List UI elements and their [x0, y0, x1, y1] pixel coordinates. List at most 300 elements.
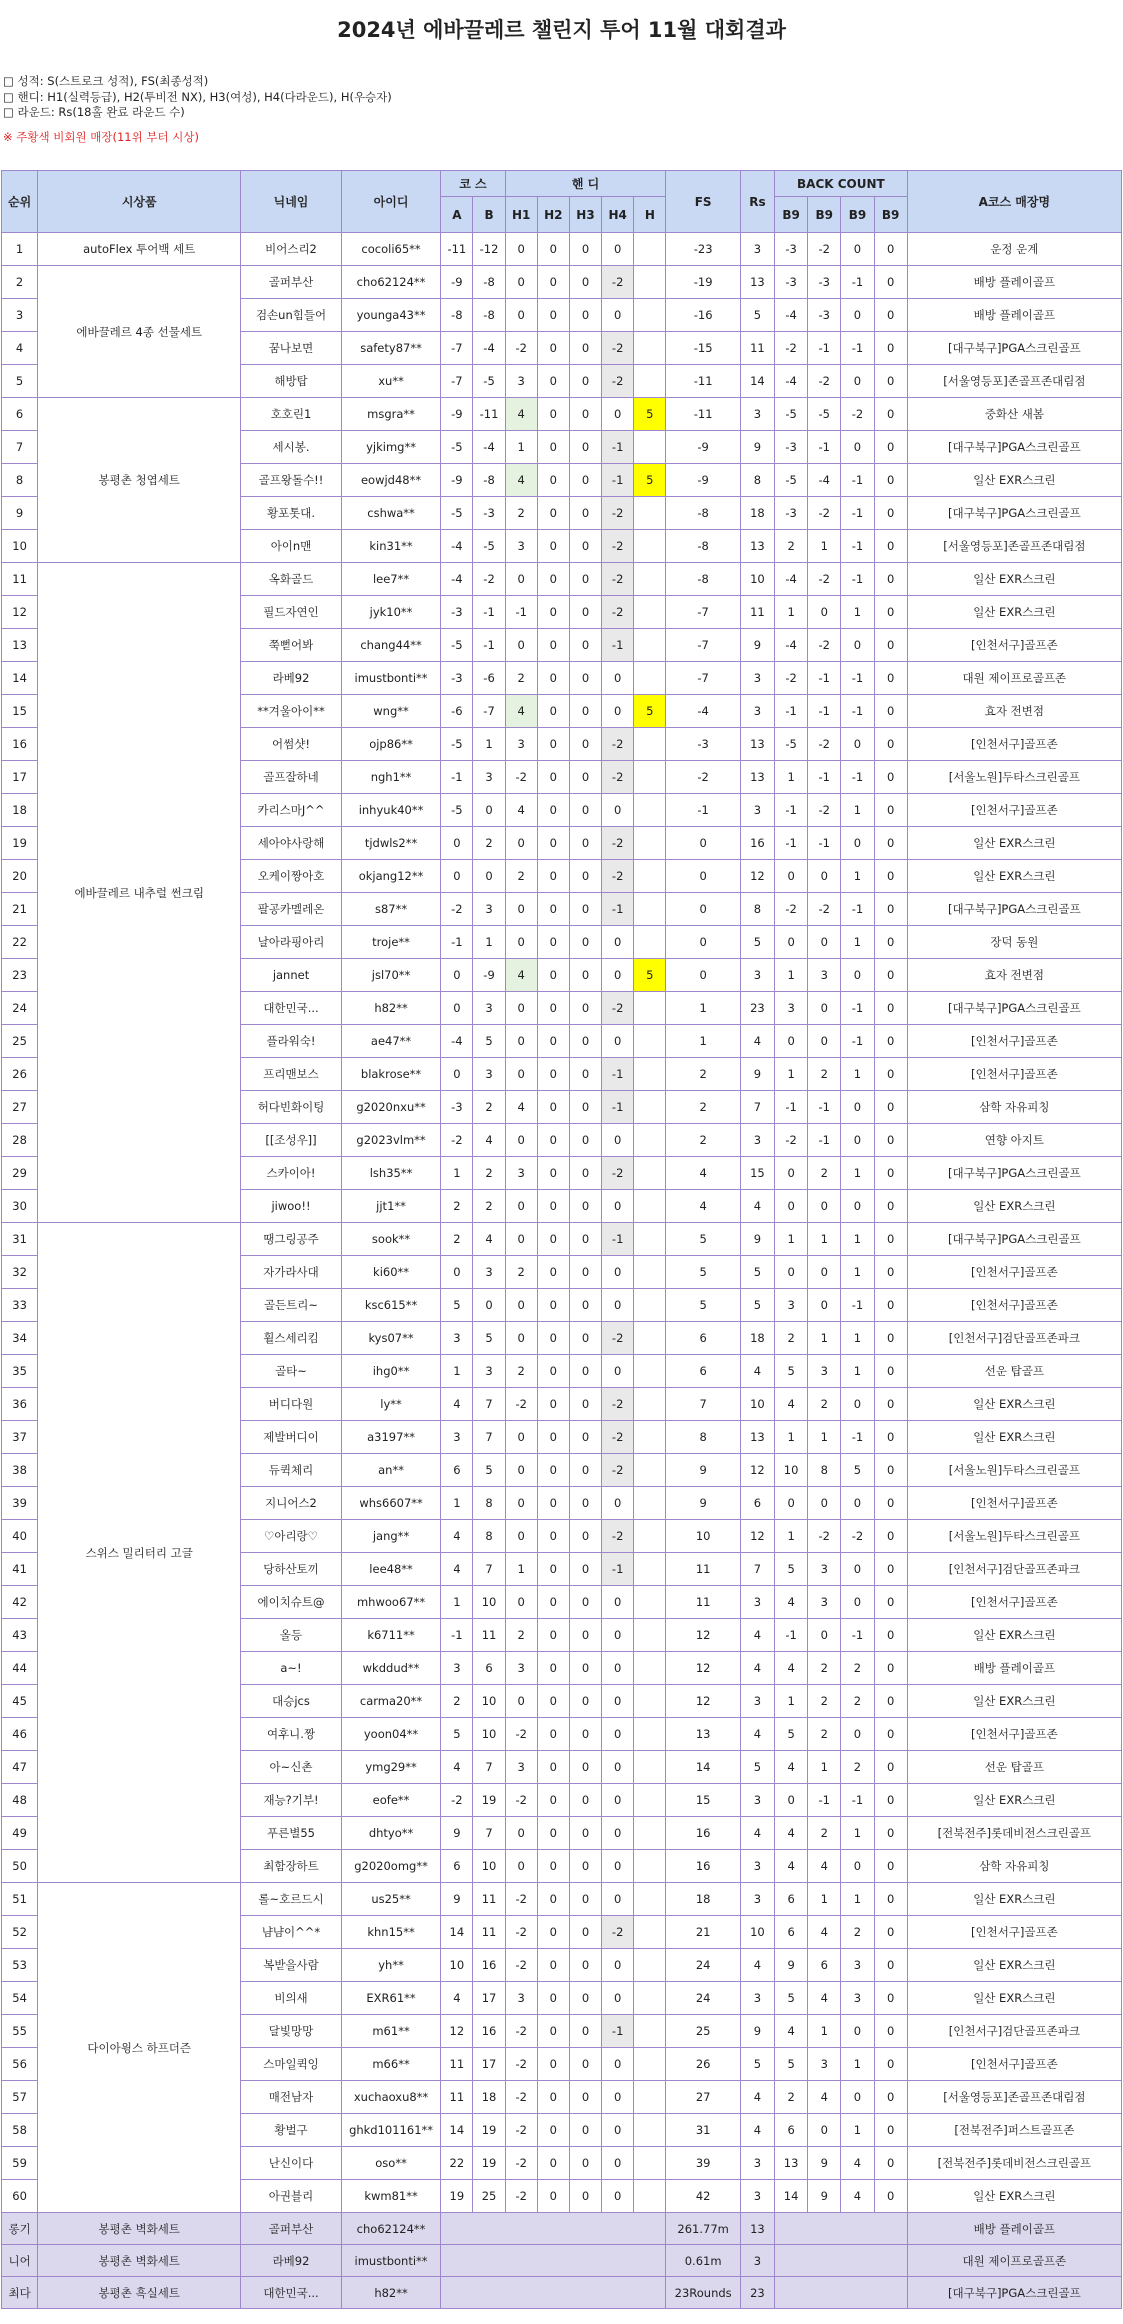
- cell-course-a: 0: [441, 959, 473, 992]
- cell-rank: 34: [2, 1322, 38, 1355]
- cell-id: kwm81**: [341, 2180, 441, 2213]
- header-back-count: BACK COUNT: [775, 171, 908, 197]
- cell-course-a: 14: [441, 2114, 473, 2147]
- cell-b9-3: 0: [841, 2015, 874, 2048]
- cell-course-b: -8: [473, 266, 505, 299]
- cell-h4: 0: [602, 1982, 634, 2015]
- cell-h4: -2: [602, 365, 634, 398]
- cell-h2: 0: [537, 233, 569, 266]
- award-empty: [441, 2213, 666, 2245]
- cell-course-b: 2: [473, 827, 505, 860]
- table-row: [2, 1223, 1122, 1256]
- cell-b9-4: 0: [874, 2081, 907, 2114]
- cell-h4: -2: [602, 1388, 634, 1421]
- cell-b9-1: -1: [775, 695, 808, 728]
- cell-fs: 26: [666, 2048, 740, 2081]
- cell-rs: 5: [740, 926, 774, 959]
- cell-h1: 2: [505, 1355, 537, 1388]
- cell-b9-2: -1: [808, 695, 841, 728]
- cell-nickname: 푸른별55: [241, 1817, 342, 1850]
- cell-b9-3: -1: [841, 1421, 874, 1454]
- cell-b9-3: 0: [841, 629, 874, 662]
- cell-h1: 0: [505, 1223, 537, 1256]
- cell-h3: 0: [569, 2180, 601, 2213]
- cell-rs: 9: [740, 629, 774, 662]
- cell-h: [634, 530, 666, 563]
- cell-h3: 0: [569, 992, 601, 1025]
- cell-prize: autoFlex 투어백 세트: [38, 233, 241, 266]
- cell-fs: -11: [666, 398, 740, 431]
- cell-b9-4: 0: [874, 1685, 907, 1718]
- cell-b9-1: 2: [775, 530, 808, 563]
- cell-nickname: 최함장하트: [241, 1850, 342, 1883]
- cell-h1: 3: [505, 1751, 537, 1784]
- cell-b9-1: 4: [775, 1751, 808, 1784]
- cell-course-a: 4: [441, 1553, 473, 1586]
- cell-b9-3: 0: [841, 1388, 874, 1421]
- cell-store: [대구북구]PGA스크린골프: [907, 497, 1121, 530]
- cell-rs: 18: [740, 497, 774, 530]
- cell-nickname: 옥화골드: [241, 563, 342, 596]
- cell-id: troje**: [341, 926, 441, 959]
- header-h3: H3: [569, 197, 601, 233]
- cell-rs: 18: [740, 1322, 774, 1355]
- cell-h3: 0: [569, 1223, 601, 1256]
- cell-store: [대구북구]PGA스크린골프: [907, 1157, 1121, 1190]
- cell-nickname: 해방탑: [241, 365, 342, 398]
- cell-h4: -2: [602, 860, 634, 893]
- cell-course-a: -1: [441, 761, 473, 794]
- cell-course-a: -6: [441, 695, 473, 728]
- cell-rs: 11: [740, 596, 774, 629]
- cell-b9-2: -2: [808, 794, 841, 827]
- cell-b9-3: -1: [841, 530, 874, 563]
- cell-h2: 0: [537, 1652, 569, 1685]
- cell-b9-1: -1: [775, 794, 808, 827]
- cell-fs: 1: [666, 992, 740, 1025]
- cell-h3: 0: [569, 1718, 601, 1751]
- cell-id: wng**: [341, 695, 441, 728]
- cell-id: inhyuk40**: [341, 794, 441, 827]
- cell-h: [634, 1718, 666, 1751]
- cell-h4: -2: [602, 728, 634, 761]
- cell-h3: 0: [569, 761, 601, 794]
- cell-h1: 0: [505, 926, 537, 959]
- cell-rank: 16: [2, 728, 38, 761]
- cell-h3: 0: [569, 695, 601, 728]
- cell-h2: 0: [537, 1421, 569, 1454]
- cell-b9-2: 2: [808, 1058, 841, 1091]
- results-body: [2, 233, 1122, 2309]
- cell-id: lsh35**: [341, 1157, 441, 1190]
- cell-h: [634, 1289, 666, 1322]
- cell-h3: 0: [569, 464, 601, 497]
- cell-h4: 0: [602, 1784, 634, 1817]
- cell-b9-1: 13: [775, 2147, 808, 2180]
- cell-nickname: 매전남자: [241, 2081, 342, 2114]
- cell-store: 일산 EXR스크린: [907, 1685, 1121, 1718]
- cell-fs: 0: [666, 959, 740, 992]
- cell-b9-3: 1: [841, 1256, 874, 1289]
- cell-h1: -2: [505, 1916, 537, 1949]
- cell-nickname: ♡아리랑♡: [241, 1520, 342, 1553]
- cell-rs: 3: [740, 1982, 774, 2015]
- cell-h: 5: [634, 398, 666, 431]
- cell-h: [634, 1421, 666, 1454]
- cell-course-a: -2: [441, 1784, 473, 1817]
- cell-rank: 51: [2, 1883, 38, 1916]
- cell-b9-1: 6: [775, 1916, 808, 1949]
- cell-b9-2: 3: [808, 1586, 841, 1619]
- cell-store: [인천서구]검단골프존파크: [907, 1322, 1121, 1355]
- cell-b9-3: 0: [841, 365, 874, 398]
- cell-course-b: 2: [473, 1190, 505, 1223]
- cell-nickname: 비의새: [241, 1982, 342, 2015]
- cell-id: ngh1**: [341, 761, 441, 794]
- cell-course-b: 5: [473, 1322, 505, 1355]
- cell-h2: 0: [537, 2147, 569, 2180]
- cell-h4: -2: [602, 1520, 634, 1553]
- cell-id: blakrose**: [341, 1058, 441, 1091]
- cell-fs: -8: [666, 530, 740, 563]
- cell-course-b: 10: [473, 1850, 505, 1883]
- cell-b9-2: 3: [808, 1355, 841, 1388]
- cell-b9-2: -1: [808, 332, 841, 365]
- cell-h3: 0: [569, 398, 601, 431]
- cell-h2: 0: [537, 497, 569, 530]
- cell-h1: 0: [505, 1850, 537, 1883]
- cell-nickname: 휠스세리킴: [241, 1322, 342, 1355]
- cell-h: [634, 1784, 666, 1817]
- cell-b9-3: 0: [841, 1586, 874, 1619]
- cell-nickname: 난신이다: [241, 2147, 342, 2180]
- cell-b9-4: 0: [874, 332, 907, 365]
- cell-nickname: 복받을사람: [241, 1949, 342, 1982]
- cell-b9-3: 2: [841, 1652, 874, 1685]
- cell-course-b: -11: [473, 398, 505, 431]
- award-rs: 3: [740, 2245, 774, 2277]
- cell-b9-2: -3: [808, 299, 841, 332]
- cell-h: [634, 2180, 666, 2213]
- cell-h1: 4: [505, 398, 537, 431]
- cell-h1: 3: [505, 728, 537, 761]
- cell-id: lee7**: [341, 563, 441, 596]
- cell-h: 5: [634, 959, 666, 992]
- cell-fs: 42: [666, 2180, 740, 2213]
- cell-rank: 12: [2, 596, 38, 629]
- cell-h3: 0: [569, 629, 601, 662]
- cell-b9-2: 3: [808, 1553, 841, 1586]
- cell-b9-2: 0: [808, 860, 841, 893]
- cell-rs: 4: [740, 1190, 774, 1223]
- cell-rank: 58: [2, 2114, 38, 2147]
- cell-h: [634, 662, 666, 695]
- cell-h: 5: [634, 695, 666, 728]
- cell-h3: 0: [569, 332, 601, 365]
- cell-id: ksc615**: [341, 1289, 441, 1322]
- cell-rs: 3: [740, 1586, 774, 1619]
- cell-h: [634, 431, 666, 464]
- cell-h2: 0: [537, 365, 569, 398]
- cell-nickname: 듀퀵체리: [241, 1454, 342, 1487]
- cell-course-a: 9: [441, 1883, 473, 1916]
- cell-b9-1: -2: [775, 662, 808, 695]
- cell-h: 5: [634, 464, 666, 497]
- cell-h2: 0: [537, 860, 569, 893]
- cell-store: 일산 EXR스크린: [907, 860, 1121, 893]
- cell-course-a: -4: [441, 1025, 473, 1058]
- cell-rank: 10: [2, 530, 38, 563]
- cell-nickname: 황포톳대.: [241, 497, 342, 530]
- cell-h: [634, 1058, 666, 1091]
- cell-rs: 10: [740, 1916, 774, 1949]
- cell-h2: 0: [537, 1355, 569, 1388]
- cell-h3: 0: [569, 365, 601, 398]
- cell-fs: 21: [666, 1916, 740, 1949]
- cell-course-a: 14: [441, 1916, 473, 1949]
- cell-b9-3: 4: [841, 2180, 874, 2213]
- cell-store: [전북전주]퍼스트골프존: [907, 2114, 1121, 2147]
- header-a: A: [441, 197, 473, 233]
- cell-h2: 0: [537, 728, 569, 761]
- award-rs: 13: [740, 2213, 774, 2245]
- cell-h4: -2: [602, 497, 634, 530]
- cell-h2: 0: [537, 1124, 569, 1157]
- cell-b9-3: 0: [841, 728, 874, 761]
- cell-course-a: 4: [441, 1982, 473, 2015]
- cell-fs: 12: [666, 1652, 740, 1685]
- cell-rank: 7: [2, 431, 38, 464]
- table-row: [2, 398, 1122, 431]
- cell-b9-3: -1: [841, 563, 874, 596]
- cell-b9-3: 1: [841, 2048, 874, 2081]
- cell-b9-2: 4: [808, 2081, 841, 2114]
- cell-h2: 0: [537, 299, 569, 332]
- cell-nickname: 어썸샷!: [241, 728, 342, 761]
- cell-course-a: 0: [441, 992, 473, 1025]
- cell-h1: 0: [505, 1421, 537, 1454]
- cell-b9-4: 0: [874, 761, 907, 794]
- cell-b9-1: 1: [775, 596, 808, 629]
- cell-course-b: 3: [473, 1256, 505, 1289]
- cell-course-a: 9: [441, 1817, 473, 1850]
- cell-b9-4: 0: [874, 893, 907, 926]
- cell-b9-3: 0: [841, 1190, 874, 1223]
- cell-course-a: 1: [441, 1355, 473, 1388]
- cell-h: [634, 2015, 666, 2048]
- cell-b9-1: 2: [775, 2081, 808, 2114]
- cell-fs: 31: [666, 2114, 740, 2147]
- cell-h1: 4: [505, 959, 537, 992]
- cell-store: 삼학 자유피칭: [907, 1850, 1121, 1883]
- cell-h2: 0: [537, 464, 569, 497]
- cell-store: 효자 전변점: [907, 959, 1121, 992]
- cell-course-b: 11: [473, 1916, 505, 1949]
- cell-b9-4: 0: [874, 1949, 907, 1982]
- cell-nickname: 달빛망망: [241, 2015, 342, 2048]
- cell-course-a: -4: [441, 530, 473, 563]
- cell-h4: 0: [602, 1949, 634, 1982]
- cell-h4: 0: [602, 1685, 634, 1718]
- cell-id: khn15**: [341, 1916, 441, 1949]
- cell-course-b: -4: [473, 431, 505, 464]
- header-rank: 순위: [2, 171, 38, 233]
- cell-b9-1: 0: [775, 1190, 808, 1223]
- cell-nickname: 날아라핑아리: [241, 926, 342, 959]
- cell-rs: 4: [740, 1652, 774, 1685]
- cell-id: ae47**: [341, 1025, 441, 1058]
- cell-h3: 0: [569, 1817, 601, 1850]
- cell-b9-3: 0: [841, 431, 874, 464]
- cell-h1: -2: [505, 761, 537, 794]
- cell-b9-1: -1: [775, 827, 808, 860]
- cell-fs: 27: [666, 2081, 740, 2114]
- cell-h: [634, 1322, 666, 1355]
- cell-b9-4: 0: [874, 695, 907, 728]
- cell-b9-1: -2: [775, 1124, 808, 1157]
- cell-h2: 0: [537, 893, 569, 926]
- cell-course-b: 6: [473, 1652, 505, 1685]
- cell-b9-2: 3: [808, 2048, 841, 2081]
- cell-b9-4: 0: [874, 1223, 907, 1256]
- cell-b9-4: 0: [874, 794, 907, 827]
- cell-course-b: 17: [473, 2048, 505, 2081]
- cell-store: [인천서구]골프존: [907, 1487, 1121, 1520]
- cell-course-a: -5: [441, 497, 473, 530]
- cell-id: g2020omg**: [341, 1850, 441, 1883]
- cell-h3: 0: [569, 1487, 601, 1520]
- cell-h3: 0: [569, 1850, 601, 1883]
- cell-h: [634, 1487, 666, 1520]
- cell-fs: 5: [666, 1256, 740, 1289]
- cell-course-b: 0: [473, 860, 505, 893]
- award-type: 최다: [2, 2277, 38, 2309]
- cell-rs: 9: [740, 1058, 774, 1091]
- cell-b9-3: 1: [841, 1355, 874, 1388]
- cell-nickname: 골퍼부산: [241, 266, 342, 299]
- cell-fs: -7: [666, 596, 740, 629]
- cell-b9-3: 0: [841, 1487, 874, 1520]
- cell-h4: -2: [602, 1322, 634, 1355]
- cell-h1: 0: [505, 893, 537, 926]
- cell-b9-1: 3: [775, 992, 808, 1025]
- cell-h4: 0: [602, 1586, 634, 1619]
- cell-h: [634, 1520, 666, 1553]
- cell-h1: 0: [505, 1454, 537, 1487]
- cell-h: [634, 1190, 666, 1223]
- cell-course-b: 11: [473, 1619, 505, 1652]
- cell-b9-3: 1: [841, 1223, 874, 1256]
- cell-h1: 0: [505, 563, 537, 596]
- cell-rank: 48: [2, 1784, 38, 1817]
- cell-h: [634, 2147, 666, 2180]
- cell-id: msgra**: [341, 398, 441, 431]
- header-b9: B9: [841, 197, 874, 233]
- header-course: 코 스: [441, 171, 505, 197]
- cell-b9-4: 0: [874, 1520, 907, 1553]
- cell-h2: 0: [537, 1883, 569, 1916]
- cell-rs: 5: [740, 2048, 774, 2081]
- cell-b9-2: 1: [808, 1421, 841, 1454]
- cell-course-b: 18: [473, 2081, 505, 2114]
- cell-fs: 2: [666, 1124, 740, 1157]
- cell-rs: 4: [740, 2081, 774, 2114]
- cell-nickname: 올등: [241, 1619, 342, 1652]
- cell-h: [634, 332, 666, 365]
- cell-h4: -2: [602, 1157, 634, 1190]
- cell-b9-1: 0: [775, 1487, 808, 1520]
- cell-h2: 0: [537, 1058, 569, 1091]
- award-row: [2, 2277, 1122, 2309]
- cell-b9-2: 1: [808, 1883, 841, 1916]
- header-handicap: 핸 디: [505, 171, 666, 197]
- cell-b9-1: 5: [775, 2048, 808, 2081]
- cell-b9-2: 2: [808, 1652, 841, 1685]
- cell-h: [634, 365, 666, 398]
- cell-course-b: 7: [473, 1817, 505, 1850]
- cell-course-a: -3: [441, 662, 473, 695]
- cell-h2: 0: [537, 1190, 569, 1223]
- cell-fs: 12: [666, 1619, 740, 1652]
- cell-nickname: 라베92: [241, 662, 342, 695]
- cell-course-a: -5: [441, 629, 473, 662]
- cell-b9-1: 0: [775, 926, 808, 959]
- cell-course-a: -9: [441, 398, 473, 431]
- cell-rank: 55: [2, 2015, 38, 2048]
- award-type: 롱기: [2, 2213, 38, 2245]
- cell-rs: 13: [740, 1421, 774, 1454]
- cell-id: yjkimg**: [341, 431, 441, 464]
- cell-rs: 4: [740, 1949, 774, 1982]
- cell-h: [634, 1256, 666, 1289]
- cell-h: [634, 1916, 666, 1949]
- cell-course-a: 19: [441, 2180, 473, 2213]
- cell-h1: 4: [505, 695, 537, 728]
- cell-rank: 14: [2, 662, 38, 695]
- award-store: 배방 플레이골프: [907, 2213, 1121, 2245]
- cell-b9-2: -5: [808, 398, 841, 431]
- cell-store: [서울영등포]존골프존대림점: [907, 365, 1121, 398]
- cell-fs: 13: [666, 1718, 740, 1751]
- cell-b9-4: 0: [874, 1322, 907, 1355]
- cell-rank: 1: [2, 233, 38, 266]
- cell-h: [634, 1817, 666, 1850]
- cell-nickname: 롤~호르드시: [241, 1883, 342, 1916]
- cell-h2: 0: [537, 2015, 569, 2048]
- cell-nickname: 당하산토끼: [241, 1553, 342, 1586]
- cell-course-a: -9: [441, 464, 473, 497]
- cell-b9-3: -1: [841, 662, 874, 695]
- cell-store: 배방 플레이골프: [907, 1652, 1121, 1685]
- legend-notes: [3, 74, 392, 145]
- cell-b9-3: 0: [841, 1091, 874, 1124]
- cell-rank: 31: [2, 1223, 38, 1256]
- cell-h2: 0: [537, 431, 569, 464]
- cell-store: [인천서구]골프존: [907, 794, 1121, 827]
- cell-h3: 0: [569, 266, 601, 299]
- cell-h3: 0: [569, 431, 601, 464]
- cell-h: [634, 1091, 666, 1124]
- cell-fs: -15: [666, 332, 740, 365]
- cell-fs: 9: [666, 1454, 740, 1487]
- cell-h3: 0: [569, 1916, 601, 1949]
- cell-h3: 0: [569, 1685, 601, 1718]
- cell-b9-1: -2: [775, 893, 808, 926]
- cell-course-a: 2: [441, 1190, 473, 1223]
- cell-h4: 0: [602, 926, 634, 959]
- cell-rank: 47: [2, 1751, 38, 1784]
- cell-fs: 0: [666, 827, 740, 860]
